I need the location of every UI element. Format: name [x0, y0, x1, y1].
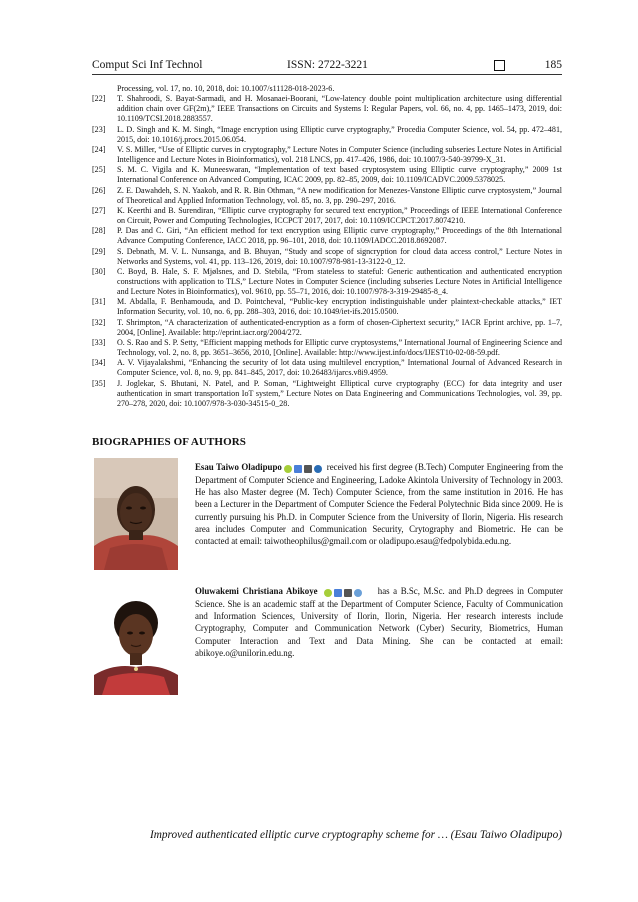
reference-number: [25]	[92, 165, 106, 175]
running-footer: Improved authenticated elliptic curve cryptography scheme for … (Esau Taiwo Oladipupo)	[149, 829, 562, 841]
reference-item	[92, 186, 562, 206]
reference-number: [22]	[92, 94, 106, 104]
reference-text: J. Joglekar, S. Bhutani, N. Patel, and P. Soman, “Lightweight Elliptical curve cryptography (ECC) for data integrity and user authentication in smart transportation IoT system,” Lecture Notes on Data Engineering and Communications Technologies, vol. 39, pp. 270–278, 2020, doi: 10.1007/978-3-030-34515-0_28.	[117, 378, 562, 408]
reference-number: [29]	[92, 246, 106, 256]
orcid-icon[interactable]	[284, 465, 292, 473]
reference-item	[92, 145, 562, 165]
biographies-heading: BIOGRAPHIES OF AUTHORS	[92, 436, 246, 448]
author-name: Oluwakemi Christiana Abikoye	[195, 586, 318, 596]
reference-text: V. S. Miller, “Use of Elliptic curves in cryptography,” Lecture Notes in Computer Science (including subseries Lecture Notes in Artificial Intelligence and Lecture Notes in Bioinformatics), vol. 218 LNCS, pp. 417–426, 1986, doi: 10.1007/3-540-39799-X_31.	[117, 144, 562, 165]
reference-item	[92, 84, 562, 94]
profile-icons	[284, 462, 324, 474]
reference-number: [35]	[92, 378, 106, 388]
reference-text: Z. E. Dawahdeh, S. N. Yaakob, and R. R. Bin Othman, “A new modification for Menezes-Vanstone Elliptic curve cryptosystem,” Journal of Theoretical and Applied Information Technology, vol. 85, no. 3, pp. 290–297, 2016.	[117, 185, 562, 205]
reference-text: M. Abdalla, F. Benhamouda, and D. Pointcheval, “Public-key encryption indistinguishable under plaintext-checkable attacks,” IET Information Security, vol. 10, no. 6, pp. 288–303, 2016, doi: 10.1049/iet-ifs.2015.0500.	[117, 297, 562, 317]
reference-text: S. Debnath, M. V. L. Nunsanga, and B. Bhuyan, “Study and scope of signcryption for cloud data access control,” Lecture Notes in Networks and Systems, vol. 41, pp. 113–126, 2019, doi: 10.1007/978-981-13-3122-0_12.	[117, 246, 562, 266]
reference-text: T. Shrimpton, “A characterization of authenticated-encryption as a form of chosen-Ciphertext security,” IACR Eprint archive, pp. 1–7, 2004, [Online]. Available: http://eprint.iacr.org/2004/272.	[117, 317, 562, 337]
reference-number: [24]	[92, 144, 106, 154]
reference-number: [26]	[92, 185, 106, 195]
author-photo-abikoye	[94, 583, 178, 695]
reference-item	[92, 379, 562, 409]
orcid-icon[interactable]	[324, 589, 332, 597]
reference-item	[92, 226, 562, 246]
reference-number: [31]	[92, 297, 106, 307]
reference-number: [33]	[92, 337, 106, 347]
reference-item	[92, 297, 562, 317]
checkbox-square-icon	[494, 60, 505, 71]
issn: ISSN: 2722-3221	[287, 59, 368, 71]
reference-number: [32]	[92, 317, 106, 327]
reference-text: C. Boyd, B. Hale, S. F. Mjølsnes, and D. Stebila, “From stateless to stateful: Generic authentication and authenticated encryption constructions with application to TLS,” Lecture Notes in Computer Science (including subseries Lecture Notes in Artificial Intelligence and Lecture Notes in Bioinformatics), vol. 9610, pp. 55–71, 2016, doi: 10.1007/978-3-319-29485-8_4.	[117, 266, 562, 297]
reference-item	[92, 165, 562, 185]
author-name: Esau Taiwo Oladipupo	[195, 462, 282, 472]
reference-item	[92, 318, 562, 338]
reference-text: S. M. C. Vigila and K. Muneeswaran, “Implementation of text based cryptosystem using Elliptic curve cryptography,” 2009 1st International Conference on Advanced Computing, ICAC 2009, pp. 82–85, 2009, doi: 10.1109/ICADVC.2009.5378025.	[117, 165, 562, 185]
reference-item	[92, 206, 562, 226]
reference-number: [27]	[92, 205, 106, 215]
header-rule	[92, 74, 562, 75]
publons-icon[interactable]	[354, 589, 362, 597]
google-scholar-icon[interactable]	[334, 589, 342, 597]
reference-text: L. D. Singh and K. M. Singh, “Image encryption using Elliptic curve cryptography,” Procedia Computer Science, vol. 54, pp. 472–481, 2015, doi: 10.1016/j.procs.2015.06.054.	[117, 124, 562, 144]
profile-icons	[324, 586, 364, 598]
reference-list	[92, 84, 562, 409]
reference-text: O. S. Rao and S. P. Setty, “Efficient mapping methods for Elliptic curve cryptosystems,” International Journal of Engineering Science and Technology, vol. 2, no. 8, pp. 3651–3656, 2010, [Online]. Available: http://www.ijest.info/docs/IJEST10-02-08-59.pdf.	[117, 337, 562, 358]
reference-text: T. Shahroodi, S. Bayat-Sarmadi, and H. Mosanaei-Boorani, “Low-latency double point multiplication architecture using differential addition chain over GF(2m),” IEEE Transactions on Circuits and Systems I: Regular Papers, vol. 66, no. 4, pp. 1465–1473, 2019, doi: 10.1109/TCSI.2018.2883557.	[117, 94, 562, 124]
author-bio-abikoye	[195, 585, 563, 659]
google-scholar-icon[interactable]	[294, 465, 302, 473]
scopus-icon[interactable]	[344, 589, 352, 597]
reference-text: K. Keerthi and B. Surendiran, “Elliptic curve cryptography for secured text encryption,” Proceedings of IEEE International Conference on Circuit, Power and Computing Technologies, ICCPCT 2017, 2017, doi: 10.1109/ICCPCT.2017.8074210.	[117, 205, 562, 226]
reference-item	[92, 125, 562, 145]
reference-text: P. Das and C. Giri, “An efficient method for text encryption using Elliptic curve cryptography,” Proceedings of the 8th International Advance Computing Conference, IACC 2018, pp. 96–101, 2018, doi: 10.1109/IADCC.2018.8692087.	[117, 226, 562, 246]
reference-number: [28]	[92, 226, 106, 236]
publons-icon[interactable]	[314, 465, 322, 473]
author-photo-oladipupo	[94, 458, 178, 570]
reference-number: [23]	[92, 124, 106, 134]
reference-item	[92, 94, 562, 124]
reference-item	[92, 247, 562, 267]
reference-item	[92, 338, 562, 358]
author-bio-text: has a B.Sc, M.Sc. and Ph.D degrees in Computer Science. She is an academic staff at the Department of Computer Science, Faculty of Communication and Information Sciences, University of Ilorin, Ilorin, Nigeria. Her research interests include Cryptography, Computer and Communication Network (Cyber) Security, Biometrics, Human Computer Interaction and Text and Data Mining. She can be contacted at email: abikoye.o@unilorin.edu.ng.	[195, 586, 563, 658]
reference-text: A. V. Vijayalakshmi, “Enhancing the security of lot data using multilevel encryption,” International Journal of Advanced Research in Computer Science, vol. 8, no. 9, pp. 841–845, 2017, doi: 10.26483/ijarcs.v8i9.4959.	[117, 358, 562, 378]
reference-item	[92, 267, 562, 297]
reference-number: [30]	[92, 266, 106, 276]
journal-name: Comput Sci Inf Technol	[92, 59, 203, 71]
page-number: 185	[544, 59, 562, 71]
reference-number: [34]	[92, 358, 106, 368]
reference-text: Processing, vol. 17, no. 10, 2018, doi: 10.1007/s11128-018-2023-6.	[117, 84, 335, 93]
author-bio-text: received his first degree (B.Tech) Computer Engineering from the Department of Computer Science and Engineering, Ladoke Akintola University of Technology in 2003. He has also Master degree (M. Tech) Computer Science, from the same institution in 2016. He has been a Lecturer in the Department of Computer Science the Federal Polytechnic Bida since 2009. He is currently pursuing his Ph.D. in Computer Science from the University of Ilorin, Nigeria. His research area includes Computer and Communication Security, Crytography and Biometric. He can be contacted at email: taiwotheophilus@gmail.com or oladipupo.esau@fedpolybida.edu.ng.	[195, 462, 563, 547]
running-header	[92, 59, 562, 73]
author-bio-oladipupo	[195, 461, 563, 547]
scopus-icon[interactable]	[304, 465, 312, 473]
reference-item	[92, 358, 562, 378]
